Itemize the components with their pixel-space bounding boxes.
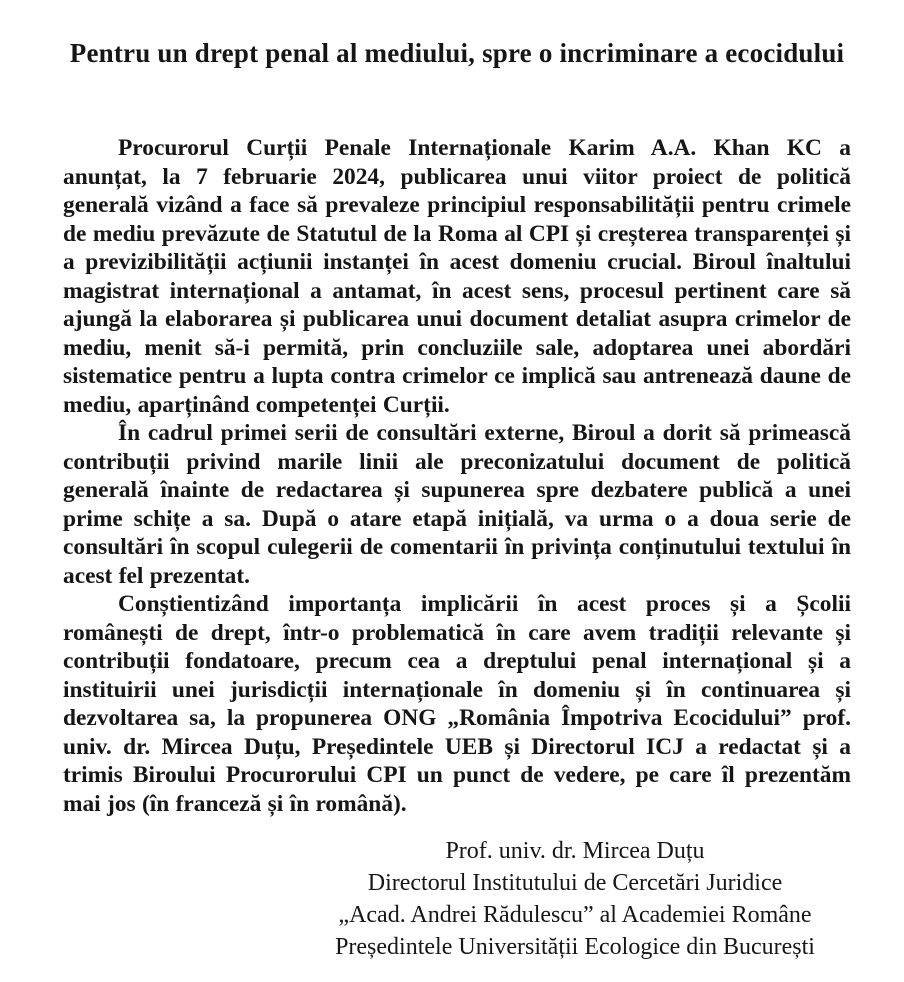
document-title-text: Pentru un drept penal al mediului, spre o incriminare a ecocidului	[69, 38, 845, 68]
signature-role-president: Președintele Universității Ecologice din București	[335, 934, 815, 960]
paragraph-3: Conștientizând importanța implicării în acest proces și a Școlii românești de drept, într-o problematică în care avem tradiții relevante și contribuții fondatoare, precum cea a dreptului penal internațional și a instituirii unei jurisdicții internaționale în domeniu și în continuarea și dezvoltarea sa, la propunerea ONG „România Împotriva Ecocidului” prof. univ. dr. Mircea Duțu, Președintele UEB și Directorul ICJ a redactat și a trimis Biroului Procurorului CPI un punct de vedere, pe care îl prezentăm mai jos (în franceză și în română).	[63, 591, 851, 817]
paragraph-1: Procurorul Curții Penale Internaționale Karim A.A. Khan KC a anunțat, la 7 februarie 2024, publicarea unui viitor proiect de politică generală vizând a face să prevaleze principiul responsabilității pentru crimele de mediu prevăzute de Statutul de la Roma al CPI și creșterea transparenței și a previzibilității acțiunii instanței în acest domeniu crucial. Biroul înaltului magistrat internațional a antamat, în acest sens, procesul pertinent care să ajungă la elaborarea și publicarea unui document detaliat asupra crimelor de mediu, menit să-i permită, prin concluziile sale, adoptarea unei abordări sistematice pentru a lupta contra crimelor ce implică sau antrenează daune de mediu, aparținând competenței Curții.	[63, 135, 851, 418]
paragraph-2: În cadrul primei serii de consultări externe, Biroul a dorit să primească contribuții privind marile linii ale preconizatului document de politică generală înainte de redactarea și supunerea spre dezbatere publică a unei prime schițe a sa. După o atare etapă inițială, va urma o a doua serie de consultări în scopul culegerii de comentarii în privința conținutului textului în acest fel prezentat.	[63, 420, 851, 589]
signature-author: Prof. univ. dr. Mircea Duțu	[445, 838, 705, 864]
signature-block	[63, 835, 851, 963]
document-body	[63, 134, 851, 818]
signature-institute-name: „Acad. Andrei Rădulescu” al Academiei Române	[338, 902, 812, 928]
signature-role-director: Directorul Institutului de Cercetări Juridice	[367, 870, 783, 896]
document-title	[63, 37, 851, 69]
